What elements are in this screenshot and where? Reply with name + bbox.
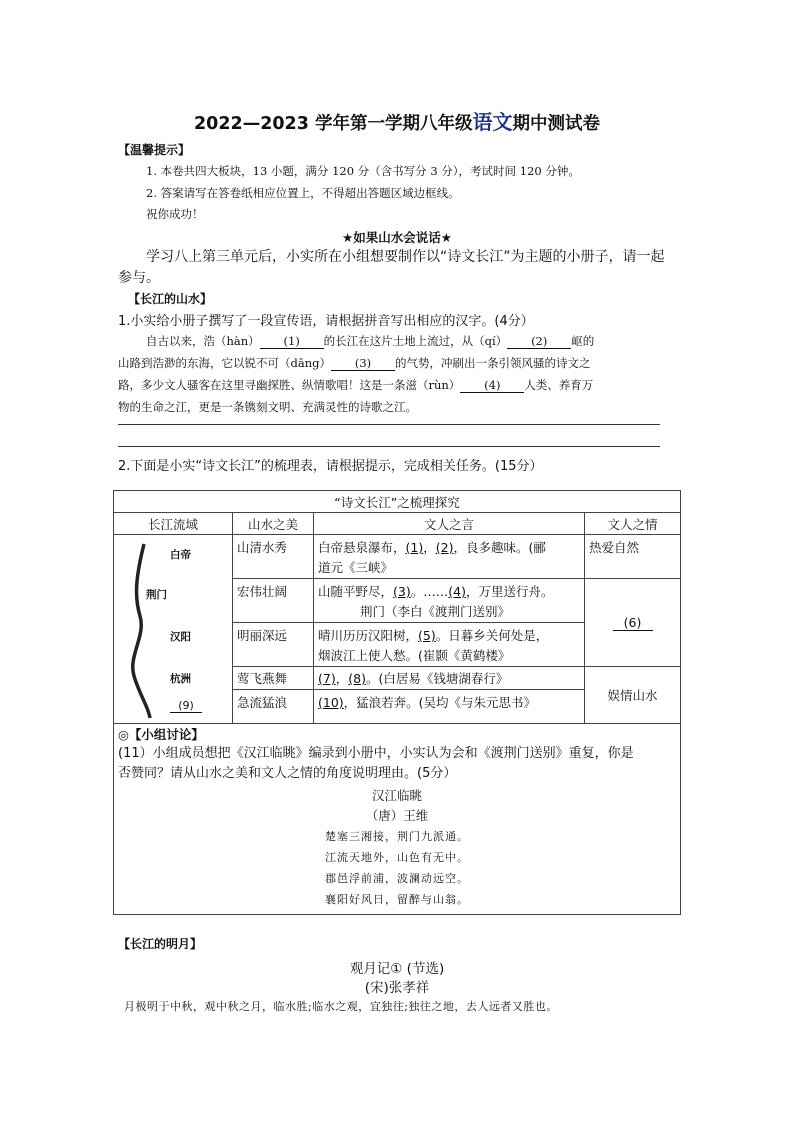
passage-line-3: 路，多少文人骚客在这里寻幽探胜、纵情歌唱！这是一条滋（rùn） (4) 人类、养育万 [118,378,594,392]
summary-table [113,490,681,915]
blank-t5[interactable]: (5) [418,628,436,643]
table-title: “诗文长江”之梳理探究 [114,491,681,513]
beauty-4: 莺飞燕舞 [233,667,314,690]
article-line-1: 月极明于中秋，观中秋之月，临水胜;临水之观，宜独往;独往之地，去人远者又胜也。 [124,1000,558,1013]
words-1: 白帝悬泉瀑布，(1)，(2)，良多趣味。(郦 道元《三峡》 [314,535,585,579]
blank-3[interactable]: (3) [331,356,395,371]
answer-line-2 [118,446,660,447]
blank-t7[interactable]: (7) [318,671,336,686]
question-2: 2.下面是小实“诗文长江”的梳理表，请根据提示，完成相关任务。(15分） [118,459,543,474]
blank-4[interactable]: (4) [460,378,524,393]
map-label-jingmen: 荆门 [146,589,167,601]
blank-6[interactable]: (6) [613,615,653,631]
blank-t2[interactable]: (2) [435,540,454,555]
beauty-5: 急流猛浪 [233,690,314,724]
words-4: (7)，(8)。(白居易《钱塘湖春行》 [314,667,585,690]
part2-heading: 【长江的明月】 [118,937,203,951]
map-label-baidi: 白帝 [170,549,191,561]
tips-line-1: 1. 本卷共四大板块，13 小题，满分 120 分（含书写分 3 分），考试时间 120 分钟。 [146,164,580,178]
emotion-last: 娱情山水 [585,667,681,724]
emotion-2 [585,579,681,667]
tips-line-3: 祝你成功！ [146,207,204,221]
article-author: (宋)张孝祥 [364,980,430,996]
river-map [114,535,233,724]
blank-t4[interactable]: (4) [448,584,466,599]
blank-9[interactable]: (9) [170,699,202,713]
question-11-line-1: (11）小组成员想把《汉江临眺》编录到小册中，小实认为会和《渡荆门送别》重复，你是 [118,746,634,761]
question-1: 1.小实给小册子撰写了一段宣传语，请根据拼音写出相应的汉字。(4分） [118,314,534,329]
passage-line-4: 物的生命之江，更是一条镌刻文明、充满灵性的诗歌之江。 [118,400,417,414]
beauty-1: 山清水秀 [233,535,314,579]
intro-line-2: 参与。 [118,270,160,286]
tips-line-2: 2. 答案请写在答卷纸相应位置上，不得超出答题区域边框线。 [146,186,460,200]
beauty-3: 明丽深远 [233,623,314,667]
passage-line-2: 山路到浩渺的东海，它以锐不可（dāng） (3) 的气势，冲刷出一条引领风骚的诗文之 [118,356,591,370]
intro-line-1: 学习八上第三单元后，小实所在小组想要制作以“诗文长江”为主题的小册子，请一起 [146,249,665,265]
map-label-hangzhou: 杭洲 [170,673,191,685]
poem-author: （唐）王维 [365,808,429,823]
words-5: (10)，猛浪若奔。(吴均《与朱元思书》 [314,690,585,724]
poem-line-2: 江流天地外，山色有无中。 [325,851,469,864]
article-title: 观月记① (节选) [349,961,445,977]
question-11-line-2: 否赞同？请从山水之美和文人之情的角度说明理由。(5分） [118,766,457,781]
poem-line-1: 楚塞三湘接，荆门九派通。 [325,830,469,843]
poem-line-3: 郡邑浮前浦，波澜动远空。 [325,872,469,885]
map-label-hanyang: 汉阳 [170,631,191,643]
blank-t8[interactable]: (8) [348,671,366,686]
header-region: 长江流域 [114,513,233,535]
blank-2[interactable]: (2) [507,334,571,349]
header-beauty: 山水之美 [233,513,314,535]
discussion-cell [114,724,681,915]
header-words: 文人之言 [314,513,585,535]
answer-line-1 [118,424,660,425]
discussion-heading: ◎【小组讨论】 [118,727,204,742]
tips-heading: 【温馨提示】 [118,143,191,157]
emotion-1: 热爱自然 [585,535,681,579]
words-3: 晴川历历汉阳树，(5)。日暮乡关何处是， 烟波江上使人愁。(崔颢《黄鹤楼》 [314,623,585,667]
blank-t10[interactable]: (10) [318,695,344,710]
passage-line-1: 自古以来，浩（hàn） (1) 的长江在这片土地上流过，从（qí） (2) 岖的 [146,334,595,348]
blank-t3[interactable]: (3) [393,584,411,599]
page-title: 2022—2023 学年第一学期八年级语文期中测试卷 [193,110,600,134]
header-emotion: 文人之情 [585,513,681,535]
beauty-2: 宏伟壮阔 [233,579,314,623]
blank-1[interactable]: (1) [260,334,324,349]
words-2: 山随平野尽，(3)。……(4)，万里送行舟。 荆门（李白《渡荆门送别》 [314,579,585,623]
poem-title: 汉江临眺 [371,788,422,803]
river-line [114,536,224,722]
part1-heading: 【长江的山水】 [128,292,213,306]
blank-t1[interactable]: (1) [405,540,424,555]
poem-line-4: 襄阳好风日，留醉与山翁。 [325,893,469,906]
section-heading: ★如果山水会说话★ [342,230,452,245]
